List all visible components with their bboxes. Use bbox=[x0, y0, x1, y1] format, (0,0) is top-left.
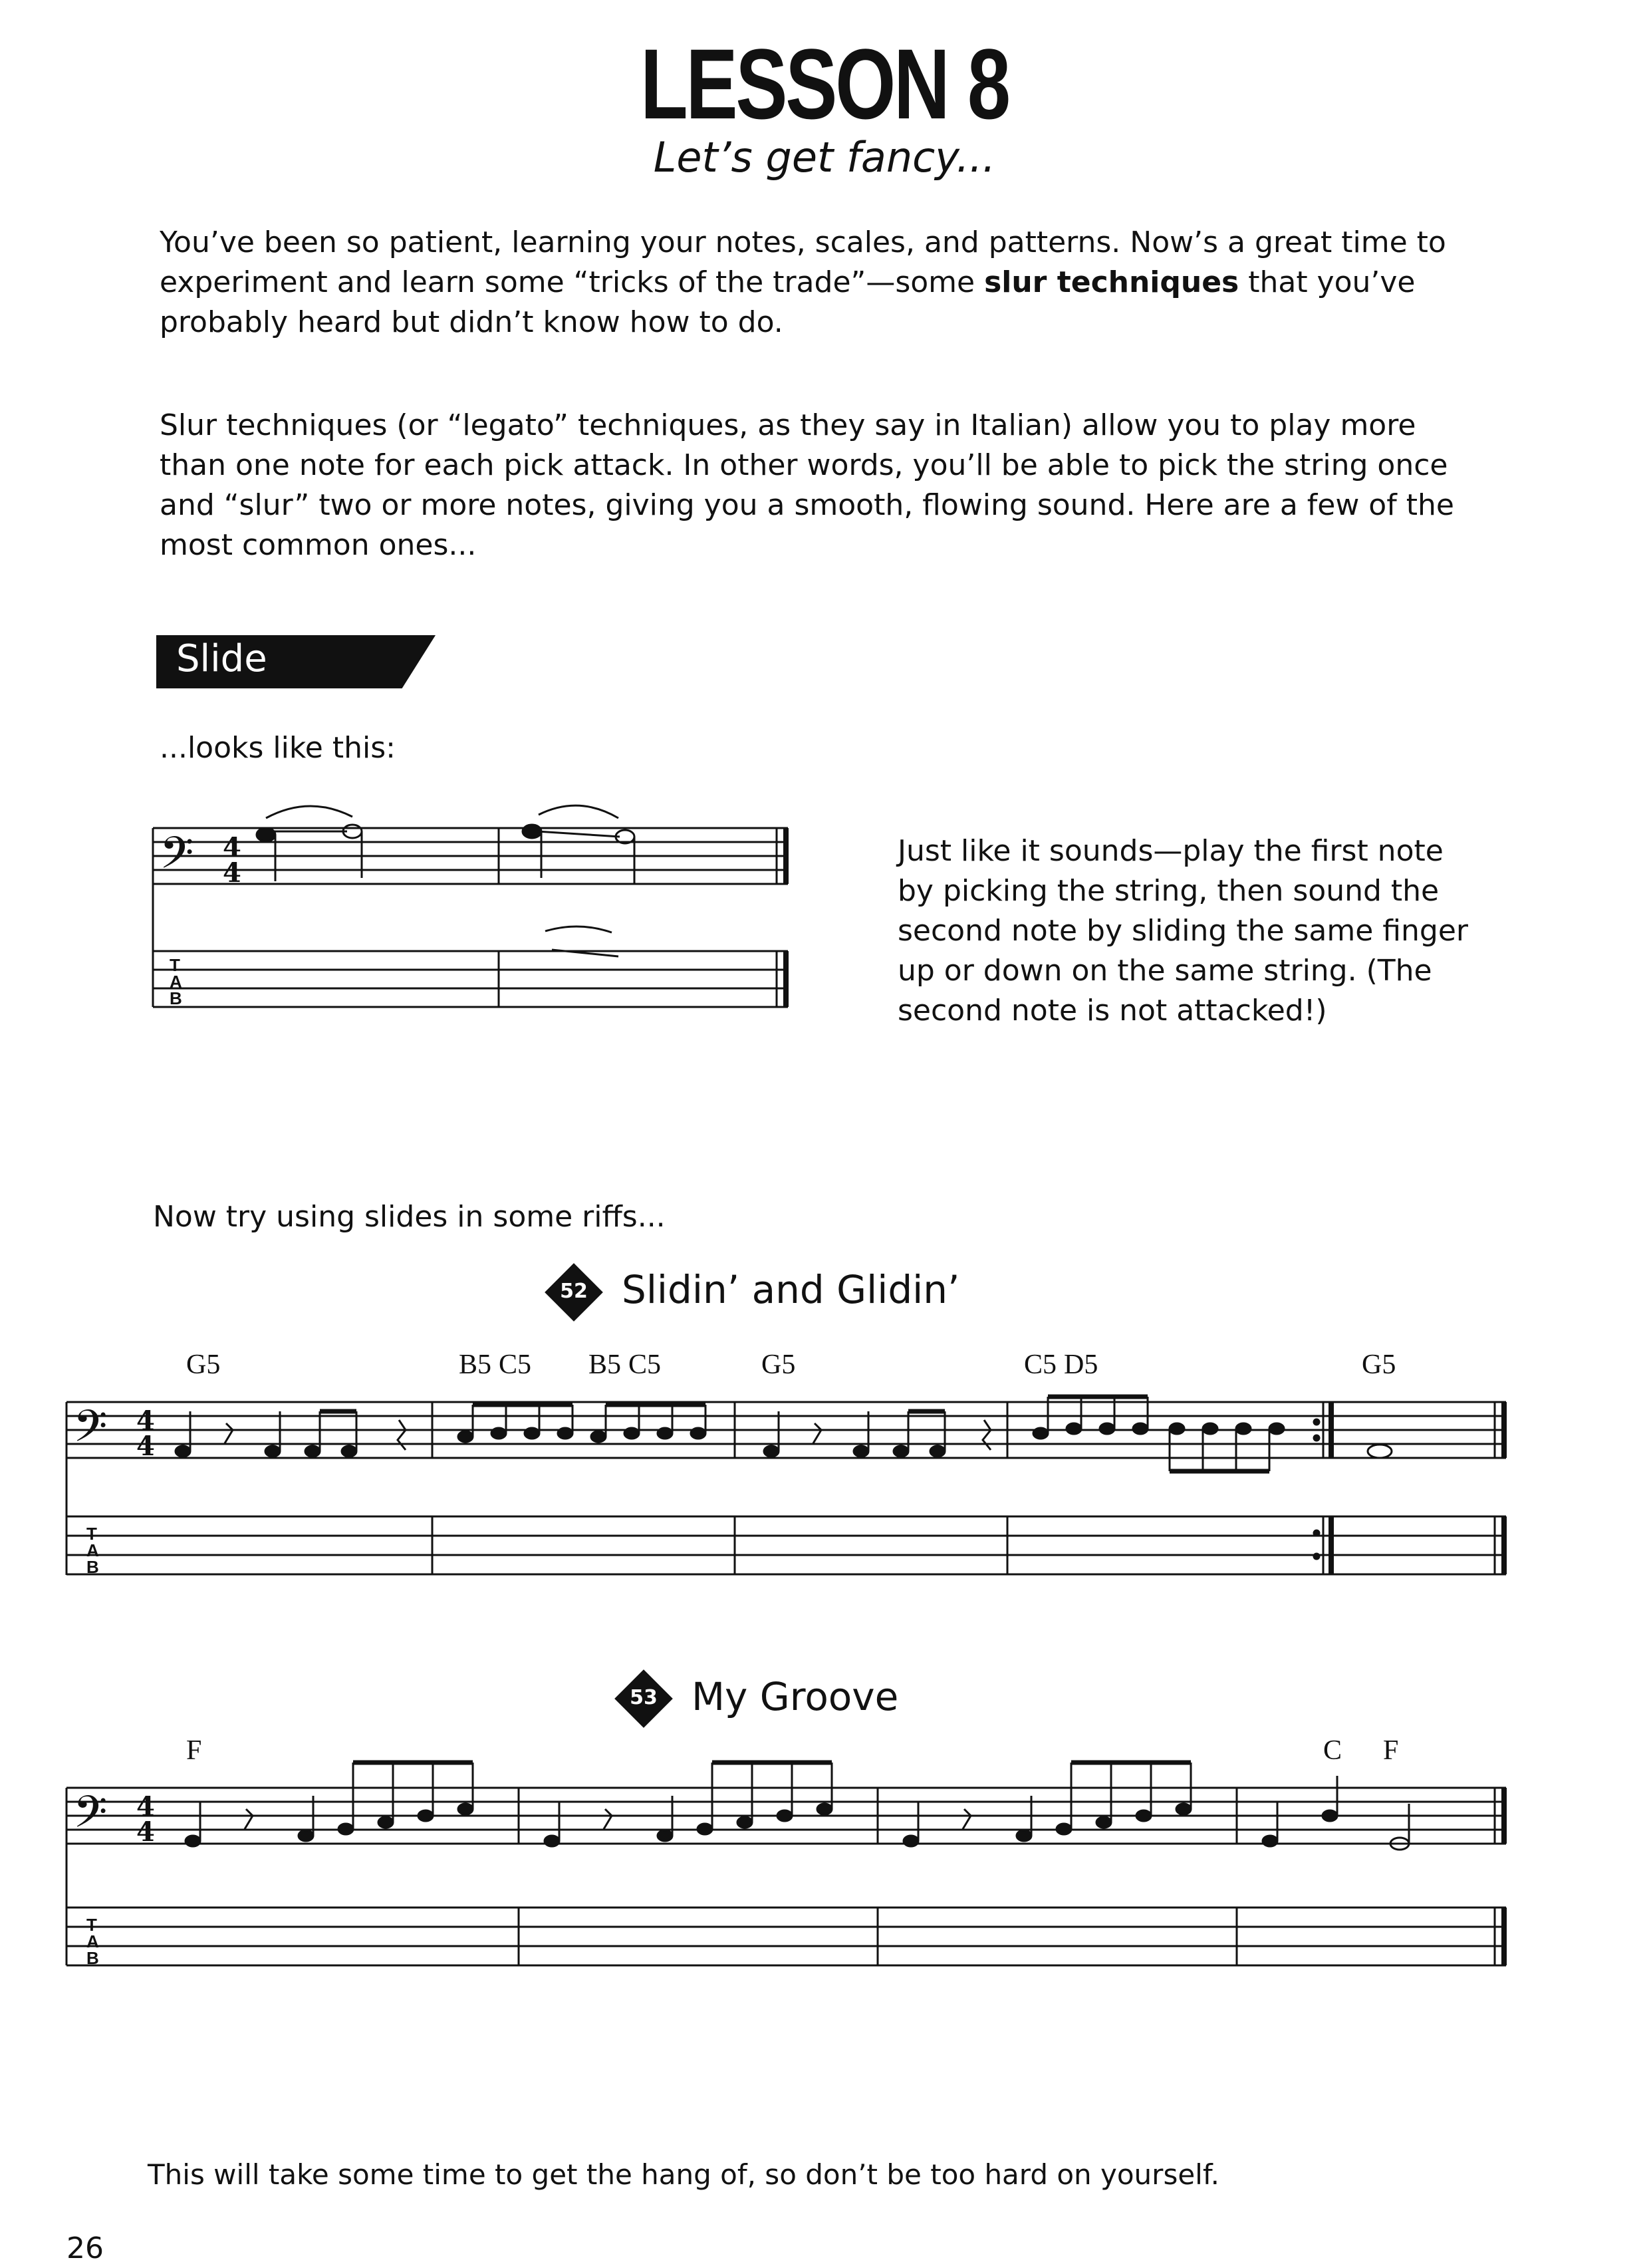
song-53-staff bbox=[66, 1763, 1506, 1965]
intro-text-part1: You’ve been so patient, learning your notes, scales, and patterns. Now’s a great time to experiment and learn some “tricks of the trade”—some bbox=[160, 225, 1446, 299]
song-title-52: Slidin’ and Glidin’ bbox=[622, 1267, 960, 1312]
bass-clef-icon: 𝄢 bbox=[160, 827, 194, 889]
chord-label: G5 bbox=[1362, 1349, 1396, 1380]
footer-text: This will take some time to get the hang of, so don’t be too hard on yourself. bbox=[148, 2158, 1219, 2191]
tab-label-letter: A bbox=[170, 972, 182, 992]
slide-intro: ...looks like this: bbox=[160, 731, 396, 765]
chord-label: G5 bbox=[186, 1349, 221, 1380]
time-signature-bottom: 4 bbox=[223, 857, 241, 889]
page-number: 26 bbox=[66, 2231, 104, 2265]
time-signature-top: 4 bbox=[223, 832, 241, 863]
chord-label: C5 bbox=[1024, 1349, 1057, 1380]
intro-text-bold: slur techniques bbox=[984, 265, 1239, 299]
chord-label: D5 bbox=[1064, 1349, 1098, 1380]
tab-label-letter: A bbox=[86, 1540, 99, 1560]
time-signature-bottom: 4 bbox=[136, 1816, 155, 1848]
bass-clef-icon: 𝄢 bbox=[73, 1401, 108, 1463]
tab-label-letter: A bbox=[86, 1931, 99, 1951]
slide-heading: Slide bbox=[176, 637, 267, 680]
chord-label: G5 bbox=[761, 1349, 796, 1380]
tab-label-letter: B bbox=[86, 1948, 99, 1968]
tab-label-letter: T bbox=[170, 955, 180, 975]
riffs-intro: Now try using slides in some riffs... bbox=[153, 1200, 666, 1234]
chord-label: F bbox=[186, 1735, 202, 1766]
track-number-53: 53 bbox=[630, 1686, 658, 1709]
slide-example-staff bbox=[153, 805, 788, 1007]
intro-text-part2: that you’ve probably heard but didn’t know how to do. bbox=[160, 265, 1416, 339]
chord-label: B5 bbox=[588, 1349, 622, 1380]
chord-label: F bbox=[1383, 1735, 1399, 1766]
tab-label-letter: T bbox=[86, 1524, 97, 1544]
chord-label: B5 bbox=[459, 1349, 492, 1380]
time-signature-top: 4 bbox=[136, 1791, 155, 1822]
song-52-staff bbox=[66, 1397, 1506, 1575]
time-signature-top: 4 bbox=[136, 1405, 155, 1437]
song-title-53: My Groove bbox=[692, 1674, 899, 1719]
tab-label-letter: B bbox=[170, 988, 182, 1008]
slur-paragraph: Slur techniques (or “legato” techniques, as they say in Italian) allow you to play more than one note for each pick attack. In other words, you’ll be able to pick the string once and “slur” two or more notes, giving you a smooth, flowing sound. Here are a few of the most common ones... bbox=[160, 408, 1454, 562]
track-number-52: 52 bbox=[560, 1280, 588, 1303]
bass-clef-icon: 𝄢 bbox=[73, 1786, 108, 1848]
time-signature-bottom: 4 bbox=[136, 1431, 155, 1462]
tab-label-letter: T bbox=[86, 1915, 97, 1935]
chord-label: C5 bbox=[628, 1349, 662, 1380]
lesson-subtitle: Let’s get fancy... bbox=[653, 133, 996, 182]
lesson-title: LESSON 8 bbox=[640, 28, 1009, 140]
chord-label: C bbox=[1323, 1735, 1342, 1766]
slide-description: Just like it sounds—play the first note by picking the string, then sound the second note by sliding the same finger up or down on the same string. (The second note is not attacked!) bbox=[898, 834, 1468, 1028]
tab-label-letter: B bbox=[86, 1557, 99, 1577]
chord-label: C5 bbox=[499, 1349, 532, 1380]
